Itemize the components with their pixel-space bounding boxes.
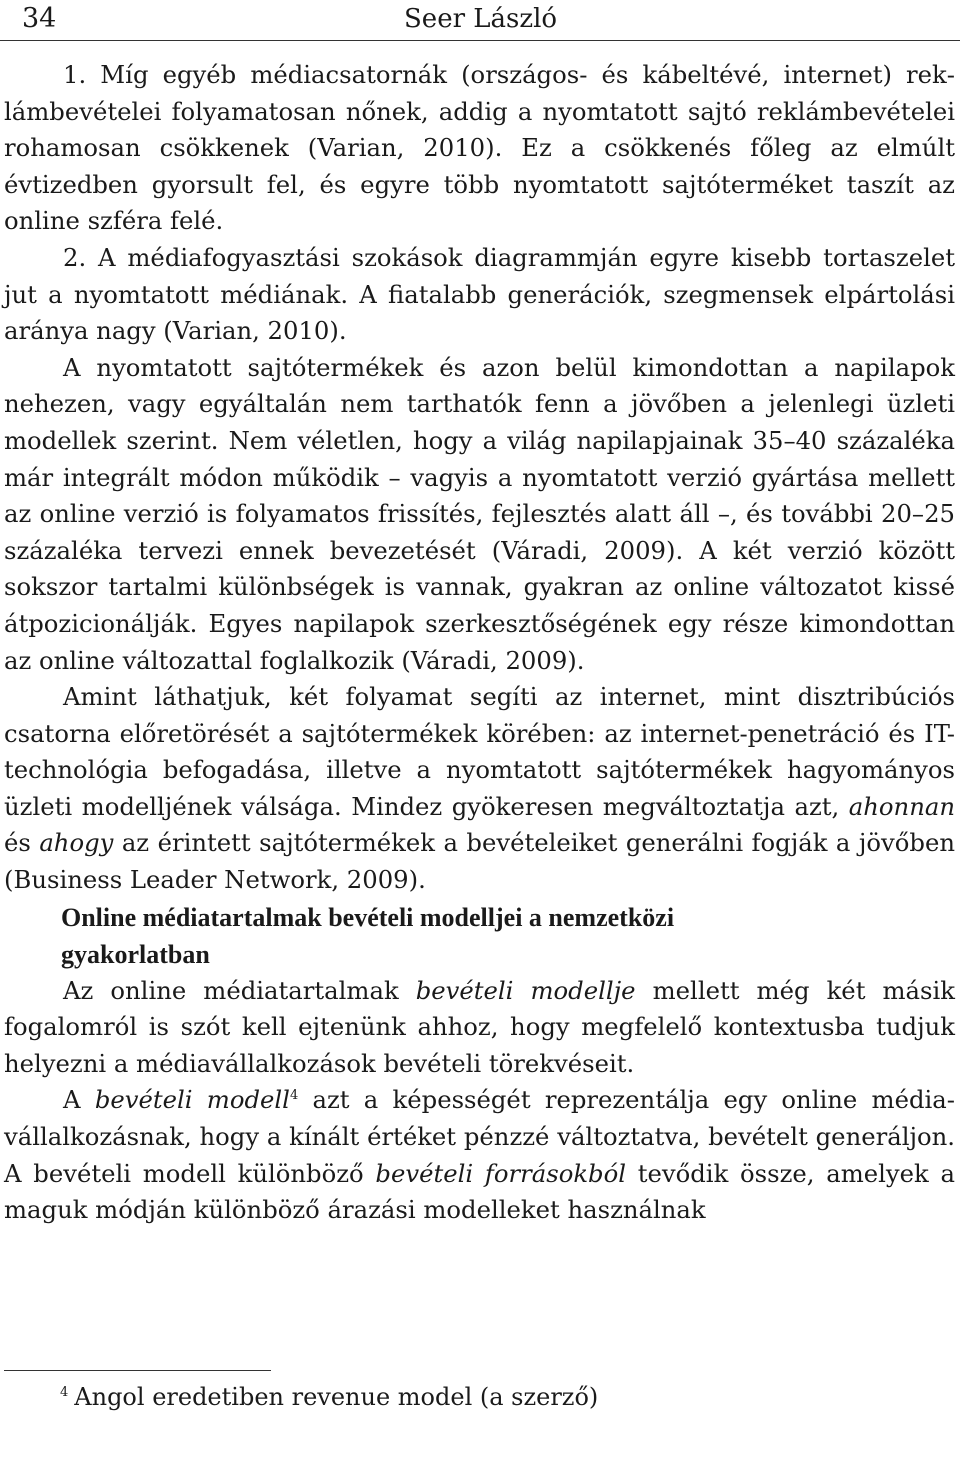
p5-text-b: mellett még két másik fogalomról is szót kell ejtenünk ahhoz, hogy megfelelő kontextusba tudjuk helyezni a médiavállalkozások bevételi törekvéseit. (4, 975, 955, 1078)
page-number: 34 (22, 3, 57, 34)
footnote-divider (4, 1370, 271, 1371)
footnote-number: 4 (60, 1385, 69, 1400)
paragraph-revenue-concepts (4, 973, 955, 1083)
p6-text-b: azt a képességét reprezentálja egy online médiavállalkozásnak, hogy a kínált értéket pénzzé változtatva, bevételt generáljon. A bevételi modell különböző (4, 1085, 955, 1188)
paragraph-revenue-model (4, 1082, 955, 1228)
body-text (4, 57, 955, 1229)
p6-text-a: A (63, 1085, 95, 1115)
p4-emphasis-ahonnan: ahonnan (848, 791, 955, 821)
p4-emphasis-ahogy: ahogy (39, 828, 114, 858)
running-title-author: Seer László (404, 4, 558, 34)
section-heading: Online médiatartalmak bevételi modelljei a nemzetközi gyakorlatban (61, 902, 675, 969)
paragraph-point-2: 2. A médiafogyasztási szokások diagrammján egyre kisebb tortaszelet jut a nyomtatott médiának. A fiatalabb generációk, szegmensek elpártolási aránya nagy (Varian, 2010). (4, 242, 955, 346)
p5-text-a: Az online médiatartalmak (63, 975, 416, 1005)
paragraph-two-processes (4, 679, 955, 899)
footnote-reference[interactable]: 4 (289, 1088, 299, 1104)
p5-emphasis: bevételi modellje (415, 975, 636, 1005)
p6-emphasis-model: bevételi modell (94, 1085, 290, 1115)
running-head (0, 0, 960, 41)
footnote-text: Angol eredetiben revenue model (a szerző) (74, 1383, 599, 1411)
p6-emphasis-sources: bevételi forrásokból (375, 1158, 626, 1188)
footnote (60, 1380, 940, 1414)
p4-text-a: Amint láthatjuk, két folyamat segíti az internet, mint disztribúciós csatorna előretörését a sajtótermékek körében: az internet-penetráció és IT-technológia befogadása, illetve a nyomtatott sajtótermékek hagyományos üzleti modelljének válsága. Mindez gyökeresen megváltoztatja azt, (4, 682, 955, 821)
p4-text-b: és (4, 828, 40, 858)
paragraph-point-1: 1. Míg egyéb médiacsatornák (országos- és kábeltévé, internet) reklámbevételei folyamatosan nőnek, addig a nyomtatott sajtó reklámbevételei rohamosan csökkenek (Varian, 2010). Ez a csökkenés főleg az elmúlt évtizedben gyorsult fel, és egyre több nyomtatott sajtóterméket taszít az online szféra felé. (4, 60, 955, 236)
paragraph-newspaper-models: A nyomtatott sajtótermékek és azon belül kimondottan a napilapok nehezen, vagy egyáltalán nem tarthatók fenn a jövőben a jelenlegi üzleti modellek szerint. Nem véletlen, hogy a világ napilapjainak 35–40 százaléka már integrált módon működik – vagyis a nyomtatott verzió gyártása mellett az online verzió is folyamatos frissítés, fejlesztés alatt áll –, és további 20–25 százaléka tervezi ennek bevezetését (Váradi, 2009). A két verzió között sokszor tartalmi különbségek is vannak, gyakran az online változatot kissé átpozicionálják. Egyes napilapok szerkesztőségének egy része kimondottan az online változattal foglalkozik (Váradi, 2009). (4, 352, 955, 675)
p4-text-c: az érintett sajtótermékek a bevételeiket generálni fogják a jövőben (Business Leader Network, 2009). (4, 828, 955, 895)
p6-text-c: tevődik össze, amelyek a maguk módján különböző árazási modelleket használnak (4, 1158, 955, 1225)
